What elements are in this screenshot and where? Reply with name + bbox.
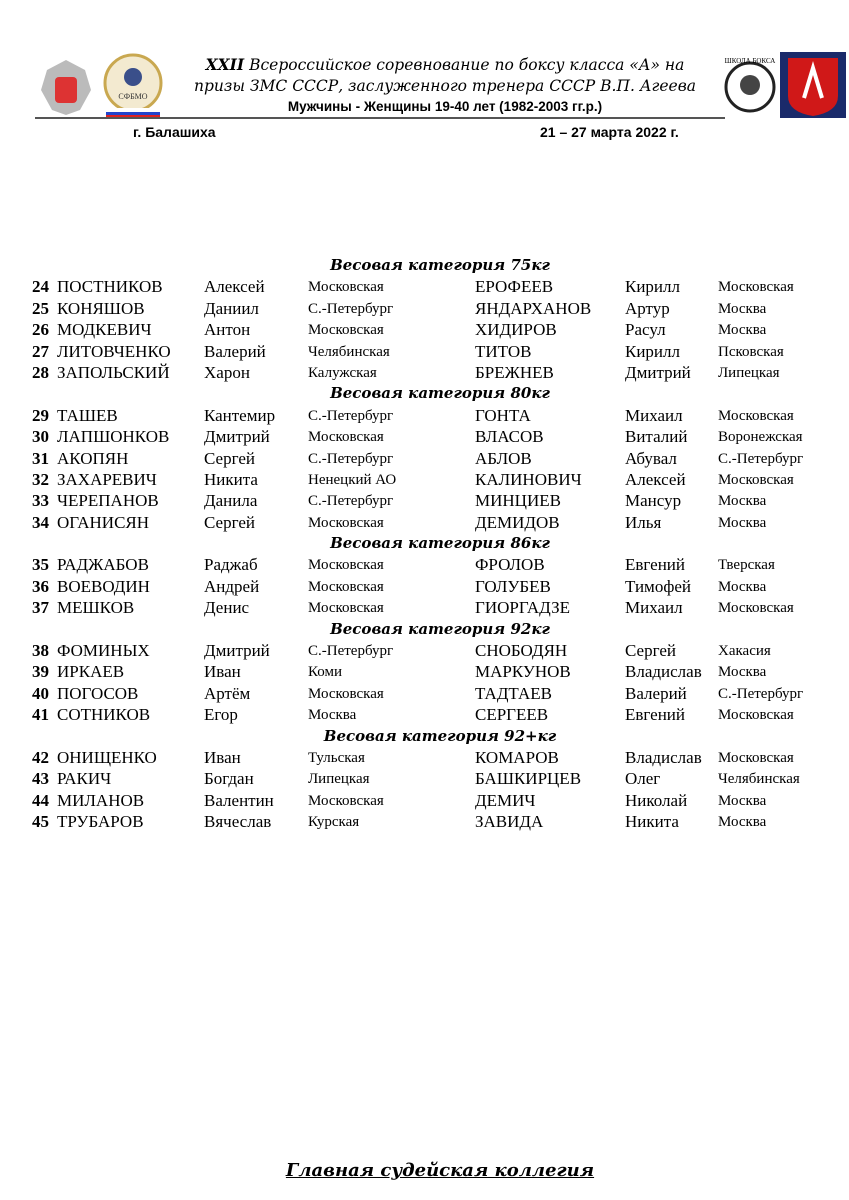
red-region: Калужская	[308, 364, 377, 381]
red-name: Раджаб	[204, 555, 258, 575]
ministry-emblem-logo	[35, 55, 97, 117]
blue-surname: ЯНДАРХАНОВ	[475, 298, 592, 318]
blue-name: Виталий	[625, 427, 688, 447]
red-region: Коми	[308, 664, 342, 681]
bout-row	[0, 640, 849, 661]
bout-number: 26	[32, 320, 49, 340]
bout-number: 44	[32, 790, 49, 810]
red-region: Московская	[308, 557, 384, 574]
red-region: Московская	[308, 279, 384, 296]
bout-row	[0, 661, 849, 682]
red-surname: ОНИЩЕНКО	[57, 747, 157, 767]
blue-region: Москва	[718, 578, 767, 595]
blue-region: Воронежская	[718, 429, 803, 446]
bout-number: 30	[32, 427, 49, 447]
category-heading	[0, 255, 849, 276]
red-region: С.-Петербург	[308, 493, 394, 510]
red-surname: СОТНИКОВ	[57, 705, 151, 725]
bout-row	[0, 683, 849, 704]
svg-text:ШКОЛА БОКСА: ШКОЛА БОКСА	[724, 57, 776, 65]
red-surname: КОНЯШОВ	[57, 298, 145, 318]
sfbmo-logo	[102, 53, 164, 119]
red-surname: РАКИЧ	[57, 769, 112, 789]
bout-row	[0, 704, 849, 725]
bout-row	[0, 597, 849, 618]
bout-number: 43	[32, 769, 49, 789]
red-region: С.-Петербург	[308, 407, 394, 424]
blue-name: Алексей	[625, 469, 686, 489]
blue-region: Москва	[718, 300, 767, 317]
bout-row	[0, 469, 849, 490]
red-surname: ЧЕРЕПАНОВ	[57, 491, 159, 511]
bout-row	[0, 298, 849, 319]
title-line-2: призы ЗМС СССР, заслуженного тренера СССР В.П. Агеева	[193, 77, 696, 95]
blue-region: С.-Петербург	[718, 685, 804, 702]
blue-surname: ГОЛУБЕВ	[475, 576, 551, 596]
red-region: Московская	[308, 514, 384, 531]
bout-number: 28	[32, 362, 49, 382]
blue-surname: КОМАРОВ	[475, 747, 559, 767]
footer-signature: Главная судейская коллегия	[285, 1160, 595, 1181]
blue-surname: ДЕМИЧ	[475, 790, 536, 810]
blue-name: Дмитрий	[625, 362, 691, 382]
blue-name: Сергей	[625, 641, 676, 661]
category-title: Весовая категория 92+кг	[323, 726, 557, 745]
blue-region: Московская	[718, 407, 794, 424]
blue-surname: БРЕЖНЕВ	[475, 362, 554, 382]
blue-surname: СЕРГЕЕВ	[475, 705, 549, 725]
red-name: Иван	[204, 747, 241, 767]
blue-region: Москва	[718, 322, 767, 339]
bout-row	[0, 319, 849, 340]
bout-number: 24	[32, 277, 49, 297]
bout-number: 34	[32, 512, 49, 532]
blue-region: С.-Петербург	[718, 450, 804, 467]
blue-surname: ЗАВИДА	[475, 812, 544, 832]
bout-row	[0, 554, 849, 575]
category-heading	[0, 533, 849, 554]
blue-region: Московская	[718, 749, 794, 766]
red-name: Валерий	[204, 341, 266, 361]
red-surname: ЗАПОЛЬСКИЙ	[57, 362, 170, 382]
blue-surname: ХИДИРОВ	[475, 320, 557, 340]
red-name: Сергей	[204, 512, 255, 532]
category-title: Весовая категория 86кг	[330, 534, 550, 553]
red-name: Алексей	[204, 277, 265, 297]
red-surname: ВОЕВОДИН	[57, 576, 150, 596]
blue-name: Расул	[625, 320, 666, 340]
blue-name: Евгений	[625, 705, 685, 725]
blue-surname: ФРОЛОВ	[475, 555, 545, 575]
blue-surname: ТИТОВ	[475, 341, 532, 361]
blue-region: Московская	[718, 707, 794, 724]
blue-name: Евгений	[625, 555, 685, 575]
red-name: Денис	[204, 598, 250, 618]
blue-surname: МИНЦИЕВ	[475, 491, 561, 511]
blue-region: Псковская	[718, 343, 784, 360]
blue-region: Москва	[718, 814, 767, 831]
bout-number: 35	[32, 555, 49, 575]
blue-name: Илья	[625, 512, 662, 532]
red-surname: ПОСТНИКОВ	[57, 277, 163, 297]
blue-name: Николай	[625, 790, 688, 810]
red-name: Даниил	[204, 298, 259, 318]
blue-surname: БАШКИРЦЕВ	[475, 769, 582, 789]
red-name: Артём	[204, 683, 251, 703]
blue-surname: ГИОРГАДЗЕ	[475, 598, 571, 618]
blue-name: Тимофей	[625, 576, 691, 596]
city: г. Балашиха	[133, 124, 216, 140]
red-surname: ЗАХАРЕВИЧ	[57, 469, 157, 489]
bout-number: 45	[32, 812, 49, 832]
title-line-1: XXII Всероссийское соревнование по боксу класса «А» на	[205, 55, 685, 74]
red-name: Данила	[204, 491, 258, 511]
category-heading	[0, 619, 849, 640]
blue-region: Тверская	[718, 557, 775, 574]
bout-row	[0, 405, 849, 426]
bout-list	[0, 255, 849, 833]
bout-row	[0, 490, 849, 511]
red-surname: МИЛАНОВ	[57, 790, 145, 810]
category-title: Весовая категория 80кг	[330, 384, 550, 403]
red-name: Дмитрий	[204, 641, 270, 661]
blue-region: Челябинская	[718, 771, 800, 788]
red-region: Московская	[308, 322, 384, 339]
bout-number: 38	[32, 641, 49, 661]
red-name: Валентин	[204, 790, 274, 810]
red-name: Кантемир	[204, 405, 276, 425]
red-surname: ТАШЕВ	[57, 405, 118, 425]
blue-region: Хакасия	[718, 643, 771, 660]
bout-row	[0, 576, 849, 597]
blue-region: Москва	[718, 514, 767, 531]
bout-number: 36	[32, 576, 49, 596]
red-surname: ОГАНИСЯН	[57, 512, 150, 532]
red-region: С.-Петербург	[308, 300, 394, 317]
bout-number: 33	[32, 491, 49, 511]
blue-name: Владислав	[625, 747, 702, 767]
red-region: Ненецкий АО	[308, 471, 397, 488]
blue-surname: ВЛАСОВ	[475, 427, 544, 447]
bout-row	[0, 341, 849, 362]
red-surname: ЛИТОВЧЕНКО	[57, 341, 171, 361]
red-emblem-logo	[780, 52, 846, 118]
bout-number: 40	[32, 683, 49, 703]
bout-number: 41	[32, 705, 49, 725]
bout-number: 37	[32, 598, 49, 618]
bout-row	[0, 426, 849, 447]
blue-name: Олег	[625, 769, 661, 789]
blue-name: Валерий	[625, 683, 687, 703]
red-region: Москва	[308, 707, 357, 724]
boxing-school-logo	[722, 55, 778, 117]
dates: 21 – 27 марта 2022 г.	[540, 124, 679, 140]
blue-name: Мансур	[625, 491, 682, 511]
red-region: С.-Петербург	[308, 643, 394, 660]
red-surname: РАДЖАБОВ	[57, 555, 149, 575]
red-region: Курская	[308, 814, 360, 831]
blue-name: Абувал	[625, 448, 677, 468]
red-name: Иван	[204, 662, 241, 682]
bout-number: 39	[32, 662, 49, 682]
blue-name: Кирилл	[625, 277, 681, 297]
red-name: Дмитрий	[204, 427, 270, 447]
blue-name: Владислав	[625, 662, 702, 682]
blue-region: Московская	[718, 279, 794, 296]
blue-name: Артур	[625, 298, 670, 318]
bout-number: 27	[32, 341, 49, 361]
red-surname: АКОПЯН	[57, 448, 129, 468]
category-heading	[0, 726, 849, 747]
red-surname: ИРКАЕВ	[57, 662, 125, 682]
category-heading	[0, 383, 849, 404]
red-region: С.-Петербург	[308, 450, 394, 467]
red-name: Андрей	[204, 576, 260, 596]
blue-surname: СНОБОДЯН	[475, 641, 568, 661]
blue-surname: АБЛОВ	[475, 448, 532, 468]
blue-name: Михаил	[625, 405, 683, 425]
red-region: Московская	[308, 429, 384, 446]
red-name: Антон	[204, 320, 251, 340]
red-region: Московская	[308, 685, 384, 702]
bout-row	[0, 448, 849, 469]
blue-surname: КАЛИНОВИЧ	[475, 469, 582, 489]
red-name: Вячеслав	[204, 812, 272, 832]
red-surname: ФОМИНЫХ	[57, 641, 150, 661]
red-region: Московская	[308, 792, 384, 809]
bout-row	[0, 747, 849, 768]
bout-row	[0, 811, 849, 832]
red-surname: ПОГОСОВ	[57, 683, 139, 703]
red-region: Липецкая	[308, 771, 370, 788]
blue-region: Москва	[718, 493, 767, 510]
red-name: Егор	[204, 705, 238, 725]
bout-number: 25	[32, 298, 49, 318]
bout-number: 32	[32, 469, 49, 489]
category-title: Весовая категория 92кг	[330, 619, 550, 638]
blue-region: Московская	[718, 471, 794, 488]
red-name: Харон	[204, 362, 250, 382]
red-surname: МОДКЕВИЧ	[57, 320, 152, 340]
bout-row	[0, 790, 849, 811]
bout-number: 42	[32, 747, 49, 767]
blue-region: Москва	[718, 792, 767, 809]
blue-region: Липецкая	[718, 364, 780, 381]
red-region: Челябинская	[308, 343, 390, 360]
category-title: Весовая категория 75кг	[330, 256, 550, 274]
blue-surname: ДЕМИДОВ	[475, 512, 560, 532]
red-surname: ЛАПШОНКОВ	[57, 427, 170, 447]
header-divider	[35, 117, 725, 119]
red-region: Московская	[308, 600, 384, 617]
red-region: Тульская	[308, 749, 365, 766]
bout-number: 31	[32, 448, 49, 468]
blue-name: Кирилл	[625, 341, 681, 361]
blue-surname: ГОНТА	[475, 405, 531, 425]
bout-row	[0, 512, 849, 533]
bout-number: 29	[32, 405, 49, 425]
red-name: Никита	[204, 469, 258, 489]
bout-row	[0, 276, 849, 297]
svg-text:СФБМО: СФБМО	[118, 92, 148, 101]
subtitle: Мужчины - Женщины 19-40 лет (1982-2003 гг.р.)	[287, 99, 603, 114]
blue-name: Никита	[625, 812, 679, 832]
blue-surname: МАРКУНОВ	[475, 662, 571, 682]
blue-region: Москва	[718, 664, 767, 681]
bout-row	[0, 362, 849, 383]
blue-surname: ТАДТАЕВ	[475, 683, 552, 703]
bout-row	[0, 768, 849, 789]
red-name: Сергей	[204, 448, 255, 468]
red-name: Богдан	[204, 769, 254, 789]
blue-region: Московская	[718, 600, 794, 617]
red-surname: ТРУБАРОВ	[57, 812, 144, 832]
blue-surname: ЕРОФЕЕВ	[475, 277, 554, 297]
red-surname: МЕШКОВ	[57, 598, 135, 618]
blue-name: Михаил	[625, 598, 683, 618]
red-region: Московская	[308, 578, 384, 595]
